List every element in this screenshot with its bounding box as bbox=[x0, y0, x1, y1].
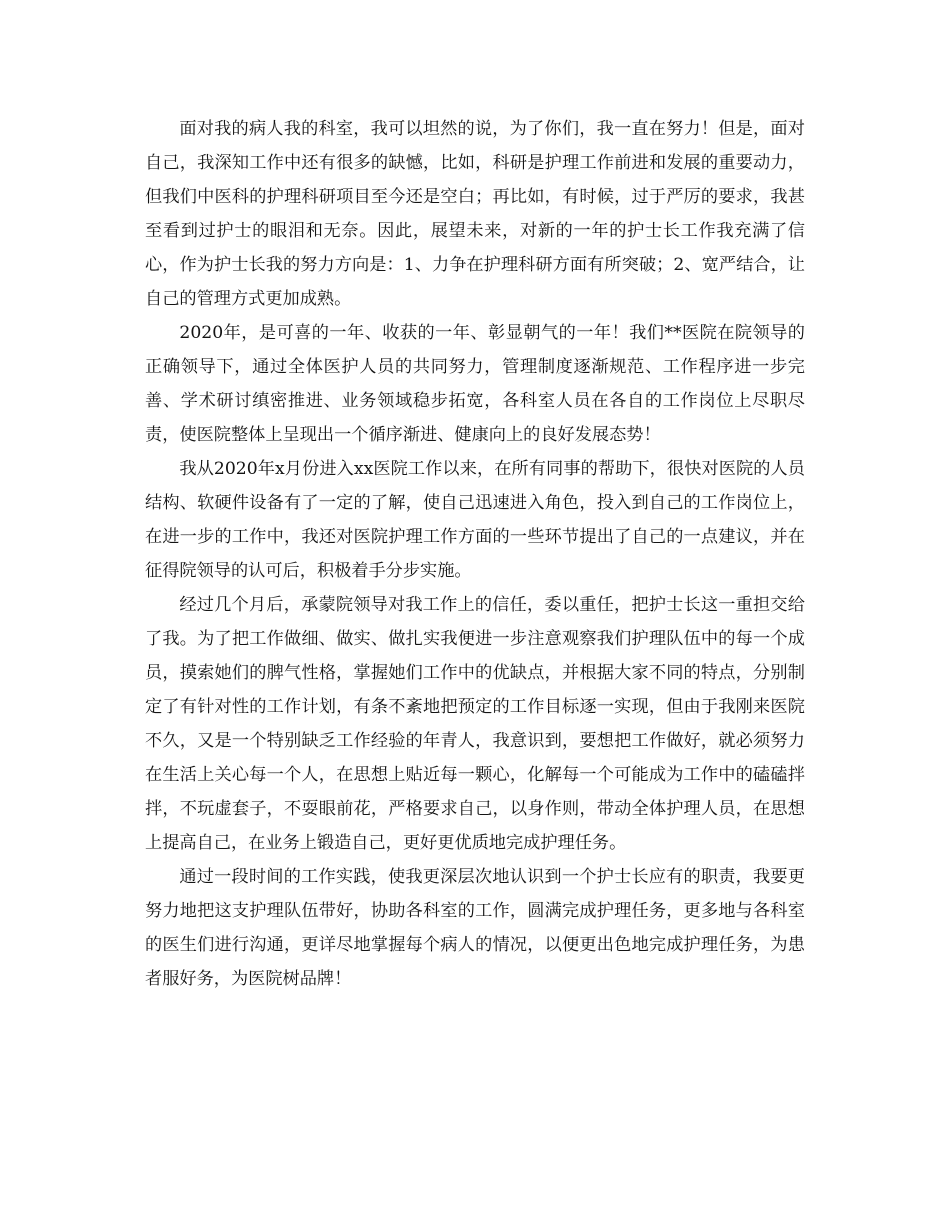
document-body bbox=[145, 112, 805, 996]
paragraph-1: 面对我的病人我的科室，我可以坦然的说，为了你们，我一直在努力！但是，面对自己，我深知工作中还有很多的缺憾，比如，科研是护理工作前进和发展的重要动力，但我们中医科的护理科研项目至今还是空白；再比如，有时候，过于严厉的要求，我甚至看到过护士的眼泪和无奈。因此，展望未来，对新的一年的护士长工作我充满了信心，作为护士长我的努力方向是：1、力争在护理科研方面有所突破；2、宽严结合，让自己的管理方式更加成熟。 bbox=[145, 119, 805, 309]
paragraph-5: 通过一段时间的工作实践，使我更深层次地认识到一个护士长应有的职责，我要更努力地把这支护理队伍带好，协助各科室的工作，圆满完成护理任务，更多地与各科室的医生们进行沟通，更详尽地掌握每个病人的情况，以便更出色地完成护理任务，为患者服好务，为医院树品牌！ bbox=[145, 867, 805, 989]
paragraph-4: 经过几个月后，承蒙院领导对我工作上的信任，委以重任，把护士长这一重担交给了我。为了把工作做细、做实、做扎实我便进一步注意观察我们护理队伍中的每一个成员，摸索她们的脾气性格，掌握她们工作中的优缺点，并根据大家不同的特点，分别制定了有针对性的工作计划，有条不紊地把预定的工作目标逐一实现，但由于我刚来医院不久，又是一个特别缺乏工作经验的年青人，我意识到，要想把工作做好，就必须努力在生活上关心每一个人，在思想上贴近每一颗心，化解每一个可能成为工作中的磕磕拌拌，不玩虚套子，不耍眼前花，严格要求自己，以身作则，带动全体护理人员，在思想上提高自己，在业务上锻造自己，更好更优质地完成护理任务。 bbox=[145, 595, 805, 853]
paragraph-3: 我从2020年x月份进入xx医院工作以来，在所有同事的帮助下，很快对医院的人员结构、软硬件设备有了一定的了解，使自己迅速进入角色，投入到自己的工作岗位上，在进一步的工作中，我还对医院护理工作方面的一些环节提出了自己的一点建议，并在征得院领导的认可后，积极着手分步实施。 bbox=[145, 459, 805, 581]
paragraph-2: 2020年，是可喜的一年、收获的一年、彰显朝气的一年！我们**医院在院领导的正确领导下，通过全体医护人员的共同努力，管理制度逐渐规范、工作程序进一步完善、学术研讨缜密推进、业务领域稳步拓宽，各科室人员在各自的工作岗位上尽职尽责，使医院整体上呈现出一个循序渐进、健康向上的良好发展态势！ bbox=[145, 323, 805, 445]
